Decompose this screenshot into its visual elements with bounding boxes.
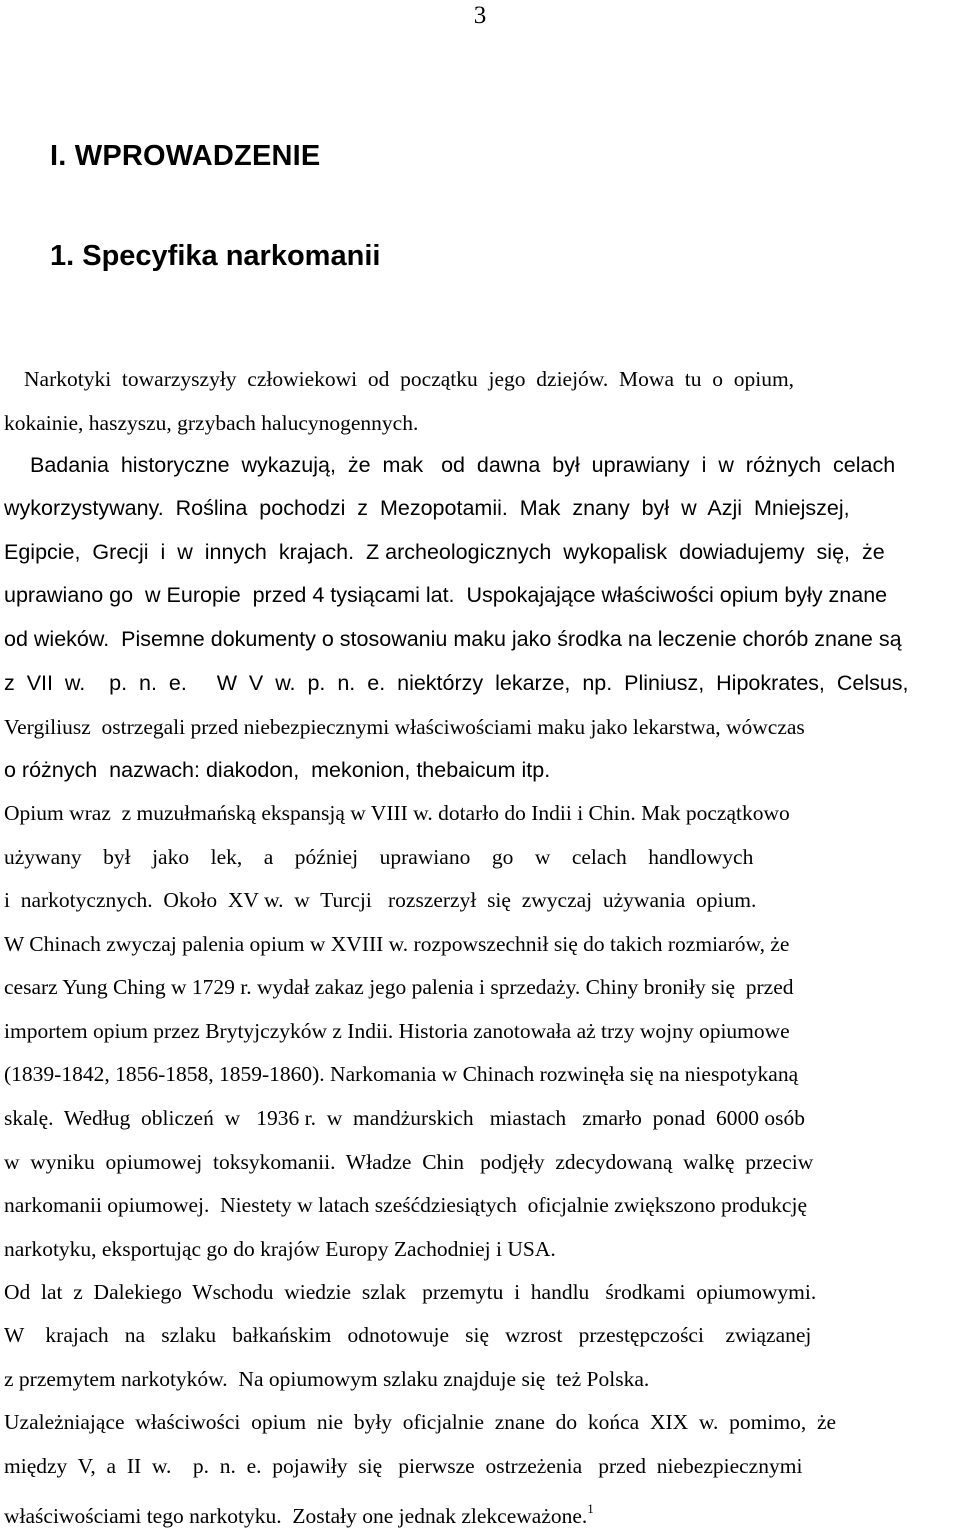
text-line xyxy=(0,582,960,608)
text-line-content: Vergiliusz ostrzegali przed niebezpiecznymi właściwościami maku jako lekarstwa, wówczas xyxy=(4,715,805,739)
text-line-content: Uzależniające właściwości opium nie były oficjalnie znane do końca XIX w. pomimo, że xyxy=(4,1410,837,1434)
text-line-content: używany był jako lek, a później uprawiano go w celach handlowych xyxy=(4,845,754,869)
text-line-content: właściwościami tego narkotyku. Zostały one jednak zlekceważone. xyxy=(4,1504,588,1528)
text-line xyxy=(0,495,960,521)
text-line-content: Egipcie, Grecji i w innych krajach. Z archeologicznych wykopalisk dowiadujemy się, że xyxy=(4,540,885,564)
text-line-content: z VII w. p. n. e. W V w. p. n. e. niektórzy lekarze, np. Pliniusz, Hipokrates, Celsus, xyxy=(4,671,909,695)
text-line-content: i narkotycznych. Około XV w. w Turcji rozszerzył się zwyczaj używania opium. xyxy=(4,888,757,912)
text-line xyxy=(0,366,960,392)
text-line xyxy=(0,714,960,740)
text-line xyxy=(0,757,960,783)
text-line-content: Od lat z Dalekiego Wschodu wiedzie szlak przemytu i handlu środkami opiumowymi. xyxy=(4,1280,817,1304)
page-number: 3 xyxy=(473,2,487,29)
text-line xyxy=(0,1279,960,1305)
text-line xyxy=(0,1322,960,1348)
text-line-content: narkomanii opiumowej. Niestety w latach sześćdziesiątych oficjalnie zwiększono produkcję xyxy=(4,1193,807,1217)
text-line-content: kokainie, haszyszu, grzybach halucynogennych. xyxy=(4,411,419,435)
section-heading: 1. Specyfika narkomanii xyxy=(50,240,381,272)
text-line-content: Narkotyki towarzyszyły człowiekowi od początku jego dziejów. Mowa tu o opium, xyxy=(24,367,795,391)
text-line-content: o różnych nazwach: diakodon, mekonion, thebaicum itp. xyxy=(4,758,551,782)
text-line xyxy=(0,539,960,565)
text-line xyxy=(0,1018,960,1044)
text-line-content: W Chinach zwyczaj palenia opium w XVIII w. rozpowszechnił się do takich rozmiarów, że xyxy=(4,932,790,956)
text-line xyxy=(0,1496,960,1529)
text-line-content: wykorzystywany. Roślina pochodzi z Mezopotamii. Mak znany był w Azji Mniejszej, xyxy=(4,496,850,520)
text-line xyxy=(0,974,960,1000)
text-line-content: w wyniku opiumowej toksykomanii. Władze Chin podjęły zdecydowaną walkę przeciw xyxy=(4,1150,814,1174)
text-line xyxy=(0,1105,960,1131)
text-line xyxy=(0,1236,960,1262)
text-line xyxy=(0,670,960,696)
text-line xyxy=(0,1366,960,1392)
text-line-content: z przemytem narkotyków. Na opiumowym szlaku znajduje się też Polska. xyxy=(4,1367,650,1391)
text-line-content: narkotyku, eksportując go do krajów Europy Zachodniej i USA. xyxy=(4,1237,556,1261)
text-line-content: między V, a II w. p. n. e. pojawiły się pierwsze ostrzeżenia przed niebezpiecznymi xyxy=(4,1454,803,1478)
text-line xyxy=(0,844,960,870)
text-line-content: od wieków. Pisemne dokumenty o stosowaniu maku jako środka na leczenie chorób znane są xyxy=(4,627,902,651)
text-line xyxy=(0,800,960,826)
text-line xyxy=(0,452,960,478)
footnote-marker[interactable]: 1 xyxy=(587,1501,594,1516)
text-line xyxy=(0,1192,960,1218)
text-line xyxy=(0,626,960,652)
text-line xyxy=(0,1061,960,1087)
chapter-heading: I. WPROWADZENIE xyxy=(50,140,321,172)
text-line-content: Opium wraz z muzułmańską ekspansją w VIII w. dotarło do Indii i Chin. Mak początkowo xyxy=(4,801,790,825)
text-line-content: skalę. Według obliczeń w 1936 r. w mandżurskich miastach zmarło ponad 6000 osób xyxy=(4,1106,805,1130)
text-line xyxy=(0,410,960,436)
text-line-content: cesarz Yung Ching w 1729 r. wydał zakaz jego palenia i sprzedaży. Chiny broniły się przed xyxy=(4,975,794,999)
text-line-content: (1839-1842, 1856-1858, 1859-1860). Narkomania w Chinach rozwinęła się na niespotykaną xyxy=(4,1062,799,1086)
text-line-content: Badania historyczne wykazują, że mak od dawna był uprawiany i w różnych celach xyxy=(30,453,896,477)
text-line-content: importem opium przez Brytyjczyków z Indii. Historia zanotowała aż trzy wojny opiumowe xyxy=(4,1019,790,1043)
text-line xyxy=(0,887,960,913)
text-line xyxy=(0,1149,960,1175)
text-line-content: W krajach na szlaku bałkańskim odnotowuje się wzrost przestępczości związanej xyxy=(4,1323,812,1347)
text-line xyxy=(0,931,960,957)
text-line xyxy=(0,1453,960,1479)
text-line xyxy=(0,1409,960,1435)
text-line-content: uprawiano go w Europie przed 4 tysiącami lat. Uspokajające właściwości opium były znane xyxy=(4,583,888,607)
